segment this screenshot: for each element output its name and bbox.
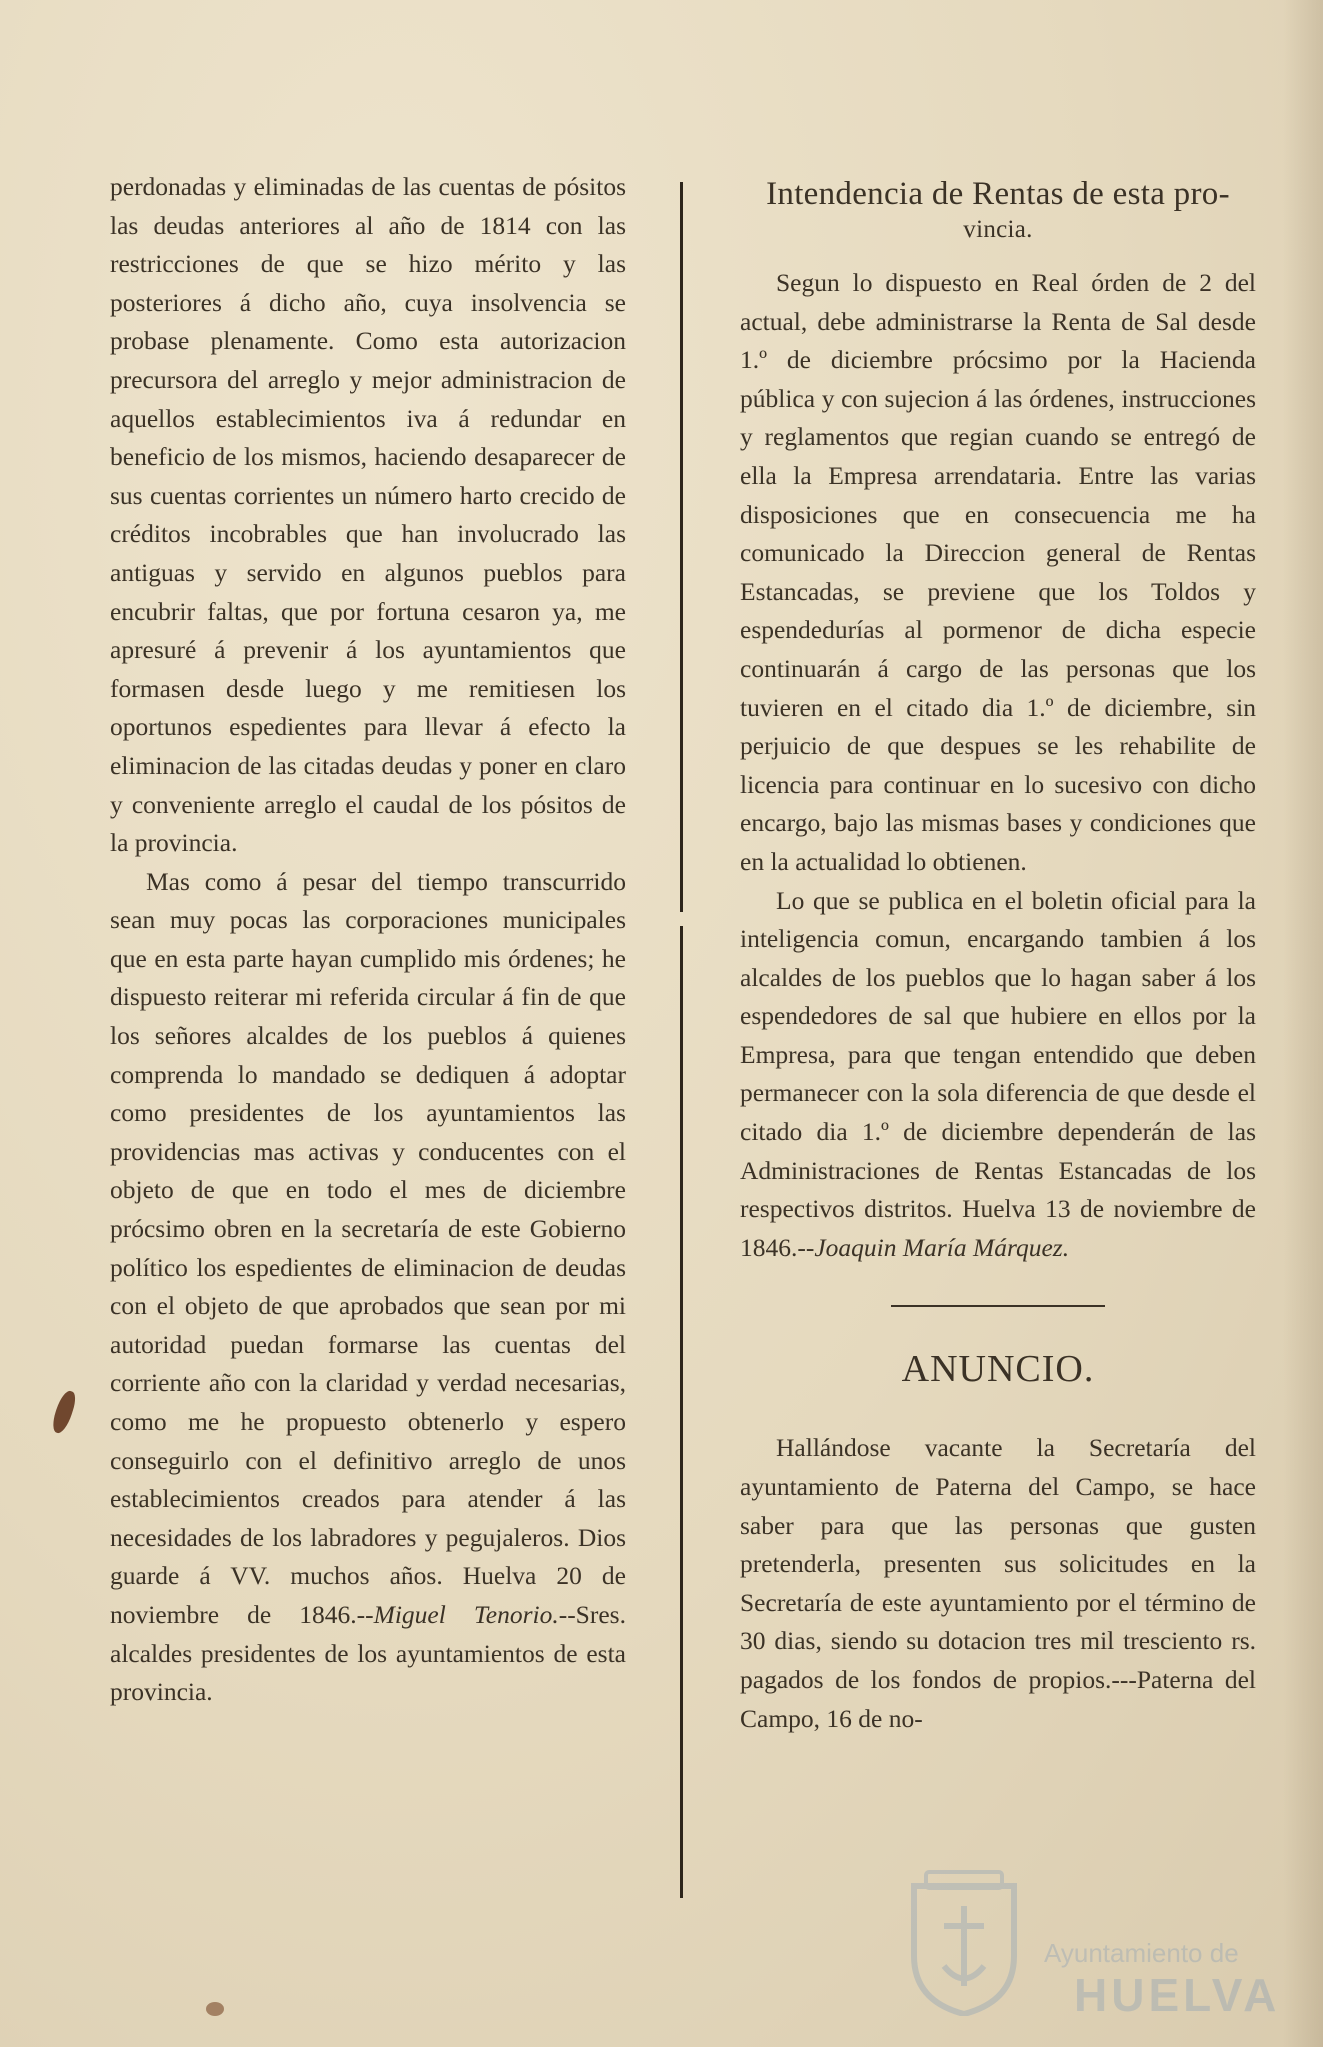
watermark-line2: HUELVA bbox=[1074, 1969, 1281, 2021]
page-edge-shadow bbox=[1283, 0, 1323, 2047]
section-title-line2: vincia. bbox=[963, 216, 1033, 243]
left-paragraph-1: perdonadas y eliminadas de las cuentas de pósitos las deudas anteriores al año de 1814 con las restricciones de que se hizo mérito y las posteriores á dicho año, cuya insolvencia se probase plenamente. Como esta autorizacion precursora del arreglo y mejor administracion de aquellos establecimientos iva á redundar en beneficio de los mismos, haciendo desaparecer de sus cuentas corrientes un número harto crecido de créditos incobrables que han involucrado las antiguas y servido en algunos pueblos para encubrir faltas, que por fortuna cesaron ya, me apresuré á prevenir á los ayuntamientos que formasen desde luego y me remitiesen los oportunos espedientes para llevar á efecto la eliminacion de las citadas deudas y poner en claro y conveniente arreglo el caudal de los pósitos de la provincia. bbox=[110, 172, 626, 858]
city-crest-icon bbox=[904, 1866, 1024, 2016]
right-signature: Joaquin María Márquez. bbox=[814, 1232, 1070, 1262]
right-paragraph-2 bbox=[740, 882, 1256, 1268]
left-paragraph-2 bbox=[110, 863, 626, 1712]
anuncio-paragraph: Hallándose vacante la Secretaría del ayuntamiento de Paterna del Campo, se hace saber para que las personas que gusten pretenderla, presenten sus solicitudes en la Secretaría de este ayuntamiento por el término de 30 dias, siendo su dotacion tres mil tresciento rs. pagados de los fondos de propios.---Paterna del Campo, 16 de no- bbox=[740, 1433, 1256, 1733]
watermark-line1: Ayuntamiento de bbox=[1044, 1938, 1239, 1968]
right-paragraph-1: Segun lo dispuesto en Real órden de 2 del actual, debe administrarse la Renta de Sal desde 1.º de diciembre prócsimo por la Hacienda pública y con sujecion á las órdenes, instrucciones y reglamentos que regian cuando se entregó de ella la Empresa arrendataria. Entre las varias disposiciones que en consecuencia me ha comunicado la Direccion general de Rentas Estancadas, se previene que los Toldos y espendedurías al pormenor de dicha especie continuarán á cargo de las personas que los tuvieren en el citado dia 1.º de diciembre, sin perjuicio de que despues se les rehabilite de licencia para continuar en lo sucesivo con dicho encargo, bajo las mismas bases y condiciones que en la actualidad lo obtienen. bbox=[740, 268, 1256, 876]
anuncio-heading: ANUNCIO. bbox=[901, 1348, 1095, 1391]
section-title bbox=[740, 174, 1256, 246]
left-signature: Miguel Tenorio. bbox=[373, 1599, 559, 1629]
left-column bbox=[110, 168, 626, 1712]
left-paragraph-2-tail: --Sres. alcaldes presidentes de los ayuntamientos de esta provincia. bbox=[110, 1599, 626, 1707]
section-divider bbox=[891, 1305, 1105, 1307]
ink-stain bbox=[50, 1389, 79, 1436]
right-column bbox=[740, 168, 1256, 1738]
watermark bbox=[904, 1866, 1281, 2026]
column-divider-upper bbox=[680, 182, 683, 912]
column-divider-lower bbox=[680, 926, 683, 1898]
section-title-line1: Intendencia de Rentas de esta pro- bbox=[766, 176, 1230, 212]
ink-spot bbox=[206, 2002, 224, 2016]
left-paragraph-2-text: Mas como á pesar del tiempo transcurrido sean muy pocas las corporaciones municipales que en esta parte hayan cumplido mis órdenes; he dispuesto reiterar mi referida circular á fin de que los señores alcaldes de los pueblos á quienes comprenda lo mandado se dediquen á adoptar como presidentes de los ayuntamientos las providencias mas activas y conducentes con el objeto de que en todo el mes de diciembre prócsimo obren en la secretaría de este Gobierno político los espedientes de eliminacion de deudas con el objeto de que aprobados que sean por mi autoridad puedan formarse las cuentas del corriente año con la claridad y verdad necesarias, como me he propuesto obtenerlo y espero conseguirlo con el definitivo arreglo de unos establecimientos creados para atender á las necesidades de los labradores y pegujaleros. Dios guarde á VV. muchos años. Huelva 20 de noviembre de 1846.-- bbox=[110, 866, 626, 1629]
right-paragraph-2-text: Lo que se publica en el boletin oficial para la inteligencia comun, encargando tambien á los alcaldes de los pueblos que lo hagan saber á los espendedores de sal que hubiere en ellos por la Empresa, para que tengan entendido que deben permanecer con la sola diferencia de que desde el citado dia 1.º de diciembre dependerán de las Administraciones de Rentas Estancadas de los respectivos distritos. Huelva 13 de noviembre de 1846.-- bbox=[740, 885, 1256, 1262]
